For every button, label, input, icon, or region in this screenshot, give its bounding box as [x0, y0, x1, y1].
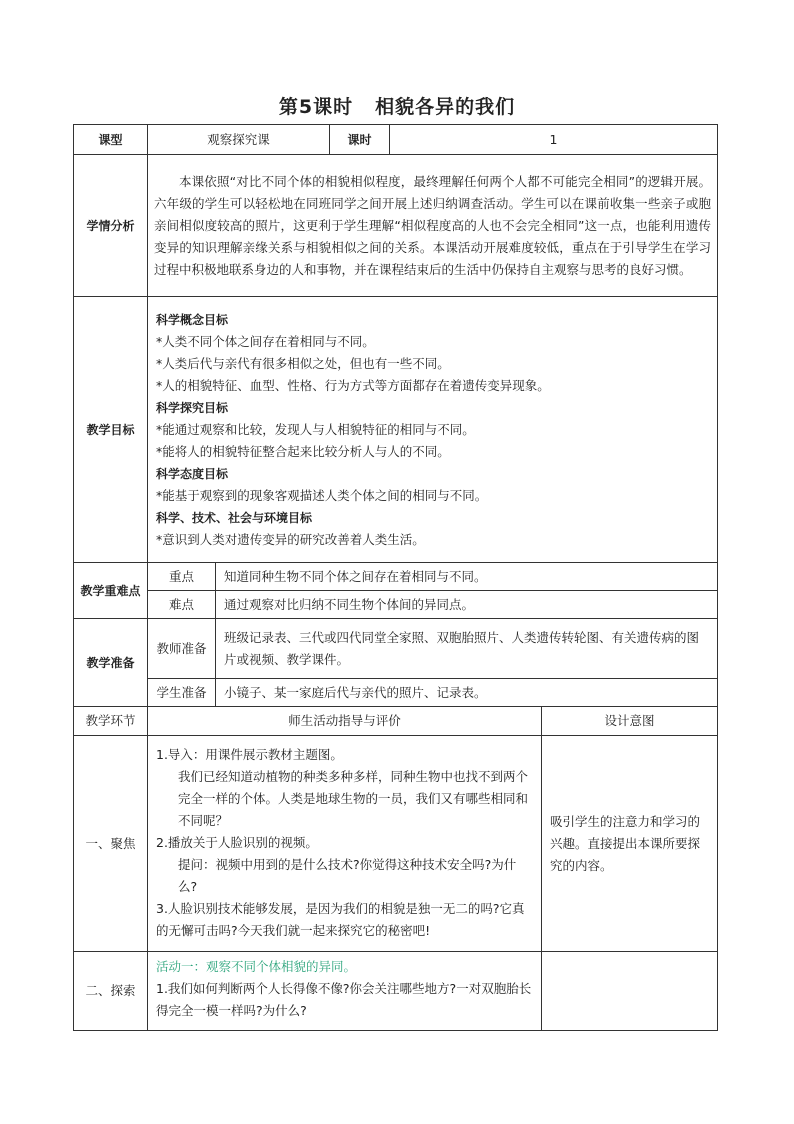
concept-goal-2: *人类后代与亲代有很多相似之处，但也有一些不同。 [156, 355, 450, 371]
hours-value: 1 [390, 125, 718, 155]
stage2-step1: 1.我们如何判断两个人长得像不像?你会关注哪些地方?一对双胞胎长得完全一模一样吗?为什么? [156, 981, 532, 1018]
stage2-label: 二、探索 [74, 952, 148, 1031]
stage1-step1: 1.导入：用课件展示教材主题图。 [156, 747, 343, 762]
type-label: 课型 [74, 125, 148, 155]
hours-label: 课时 [330, 125, 390, 155]
stage2-activity [148, 952, 542, 1031]
activity-header: 师生活动指导与评价 [148, 707, 542, 736]
type-value: 观察探究课 [148, 125, 330, 155]
stage1-step2: 2.播放关于人脸识别的视频。 [156, 835, 318, 850]
stage2-row [74, 952, 718, 1031]
analysis-row [74, 155, 718, 297]
concept-goal-1: *人类不同个体之间存在着相同与不同。 [156, 333, 375, 349]
inquiry-goal-2: *能将人的相貌特征整合起来比较分析人与人的不同。 [156, 443, 450, 459]
prep-label: 教学准备 [74, 619, 148, 707]
stse-goal-title: 科学、技术、社会与环境目标 [156, 510, 313, 525]
stage1-step1-text: 我们已经知道动植物的种类多种多样，同种生物中也找不到两个完全一样的个体。人类是地球生物的一员，我们又有哪些相同和不同呢？ [178, 769, 529, 828]
student-prep-row [74, 679, 718, 707]
process-header-row [74, 707, 718, 736]
stage2-intent [542, 952, 718, 1031]
difficulty-row [74, 591, 718, 619]
key-point-text: 知道同种生物不同个体之间存在着相同与不同。 [216, 563, 718, 591]
stage1-step2-text: 提问：视频中用到的是什么技术?你觉得这种技术安全吗?为什么? [178, 857, 517, 894]
difficulty-label: 难点 [148, 591, 216, 619]
concept-goal-title: 科学概念目标 [156, 312, 229, 327]
inquiry-goal-1: *能通过观察和比较，发现人与人相貌特征的相同与不同。 [156, 421, 475, 437]
stage-header: 教学环节 [74, 707, 148, 736]
stage1-label: 一、聚焦 [74, 736, 148, 952]
activity1-title: 活动一：观察不同个体相貌的异同。 [156, 959, 357, 974]
attitude-goal-1: *能基于观察到的现象客观描述人类个体之间的相同与不同。 [156, 487, 488, 503]
analysis-cell [148, 155, 718, 297]
difficulty-text: 通过观察对比归纳不同生物个体间的异同点。 [216, 591, 718, 619]
attitude-goal-title: 科学态度目标 [156, 466, 229, 481]
lesson-plan-table-main [73, 124, 718, 1031]
stage1-step3: 3.人脸识别技术能够发展，是因为我们的相貌是独一无二的吗?它真的无懈可击吗?今天我们就一起来探究它的秘密吧! [156, 901, 525, 938]
inquiry-goal-title: 科学探究目标 [156, 400, 229, 415]
keypoints-label: 教学重难点 [74, 563, 148, 619]
page-title [0, 92, 794, 119]
student-prep-label: 学生准备 [148, 679, 216, 707]
key-point-label: 重点 [148, 563, 216, 591]
lesson-name: 相貌各异的我们 [375, 96, 516, 118]
teacher-prep-row [74, 619, 718, 679]
goals-row [74, 297, 718, 563]
lesson-number: 第5课时 [278, 96, 354, 118]
stse-goal-1: *意识到人类对遗传变异的研究改善着人类生活。 [156, 531, 425, 547]
stage1-activity [148, 736, 542, 952]
header-row [74, 125, 718, 155]
goals-label: 教学目标 [74, 297, 148, 563]
concept-goal-3: *人的相貌特征、血型、性格、行为方式等方面都存在着遗传变异现象。 [156, 377, 550, 393]
analysis-label: 学情分析 [74, 155, 148, 297]
stage1-row [74, 736, 718, 952]
teacher-prep-text: 班级记录表、三代或四代同堂全家照、双胞胎照片、人类遗传转轮图、有关遗传病的图片或视频、教学课件。 [216, 619, 718, 679]
analysis-text: 本课依照“对比不同个体的相貌相似程度，最终理解任何两个人都不可能完全相同”的逻辑开展。六年级的学生可以轻松地在同班同学之间开展上述归纳调查活动。学生可以在课前收集一些亲子或胞亲间相似度较高的照片，这更利于学生理解“相似程度高的人也不会完全相同”这一点，也能利用遗传变异的知识理解亲缘关系与相貌相似之间的关系。本课活动开展难度较低，重点在于引导学生在学习过程中积极地联系身边的人和事物，并在课程结束后的生活中仍保持自主观察与思考的良好习惯。 [154, 173, 712, 277]
key-point-row [74, 563, 718, 591]
intent-header: 设计意图 [542, 707, 718, 736]
goals-cell [148, 297, 718, 563]
student-prep-text: 小镜子、某一家庭后代与亲代的照片、记录表。 [216, 679, 718, 707]
teacher-prep-label: 教师准备 [148, 619, 216, 679]
stage1-intent: 吸引学生的注意力和学习的兴趣。直接提出本课所要探究的内容。 [542, 736, 718, 952]
